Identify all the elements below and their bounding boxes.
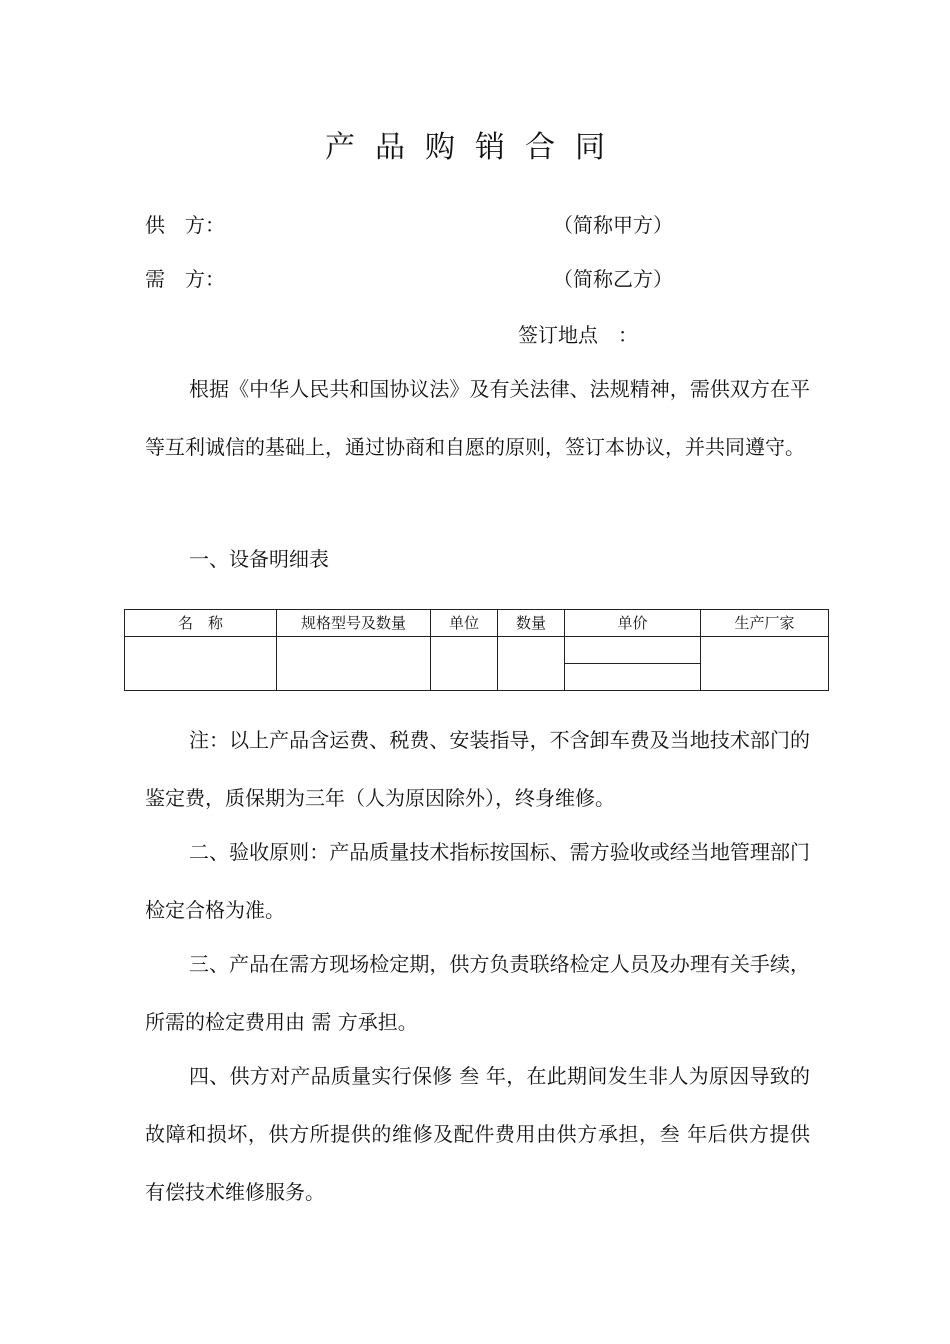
section1-title: 一、设备明细表 bbox=[189, 547, 329, 571]
cell-price-sub-1 bbox=[565, 637, 700, 664]
section4-paragraph: 四、供方对产品质量实行保修 叁 年，在此期间发生非人为原因导致的故障和损坏，供方所提供的维修及配件费用由供方承担，叁 年后供方提供有偿技术维修服务。 bbox=[145, 1064, 810, 1204]
note-paragraph: 注：以上产品含运费、税费、安装指导，不含卸车费及当地技术部门的鉴定费，质保期为三年（人为原因除外），终身维修。 bbox=[145, 728, 810, 810]
section3-paragraph: 三、产品在需方现场检定期，供方负责联络检定人员及办理有关手续，所需的检定费用由 需 方承担。 bbox=[145, 952, 810, 1034]
table-header-row bbox=[125, 610, 829, 637]
cell-quantity bbox=[498, 637, 565, 691]
supplier-label: 供 方： bbox=[145, 213, 225, 237]
header-price: 单价 bbox=[565, 610, 701, 637]
cell-name bbox=[125, 637, 277, 691]
header-name: 名 称 bbox=[125, 610, 277, 637]
header-manufacturer: 生产厂家 bbox=[701, 610, 829, 637]
intro-paragraph: 根据《中华人民共和国协议法》及有关法律、法规精神，需供双方在平等互利诚信的基础上，通过协商和自愿的原则，签订本协议，并共同遵守。 bbox=[145, 377, 810, 459]
document-title: 产品购销合同 bbox=[325, 130, 625, 165]
header-unit: 单位 bbox=[431, 610, 498, 637]
equipment-table bbox=[124, 609, 829, 691]
header-spec: 规格型号及数量 bbox=[277, 610, 431, 637]
cell-price bbox=[565, 637, 701, 691]
cell-price-sub-2 bbox=[565, 664, 700, 690]
section2-paragraph: 二、验收原则：产品质量技术指标按国标、需方验收或经当地管理部门检定合格为准。 bbox=[145, 840, 810, 922]
table-row bbox=[125, 637, 829, 691]
header-quantity: 数量 bbox=[498, 610, 565, 637]
cell-manufacturer bbox=[701, 637, 829, 691]
cell-unit bbox=[431, 637, 498, 691]
cell-spec bbox=[277, 637, 431, 691]
sign-place: 签订地点 ： bbox=[518, 323, 638, 347]
buyer-label: 需 方： bbox=[145, 267, 225, 291]
supplier-note: （简称甲方） bbox=[553, 213, 673, 237]
buyer-note: （简称乙方） bbox=[553, 267, 673, 291]
